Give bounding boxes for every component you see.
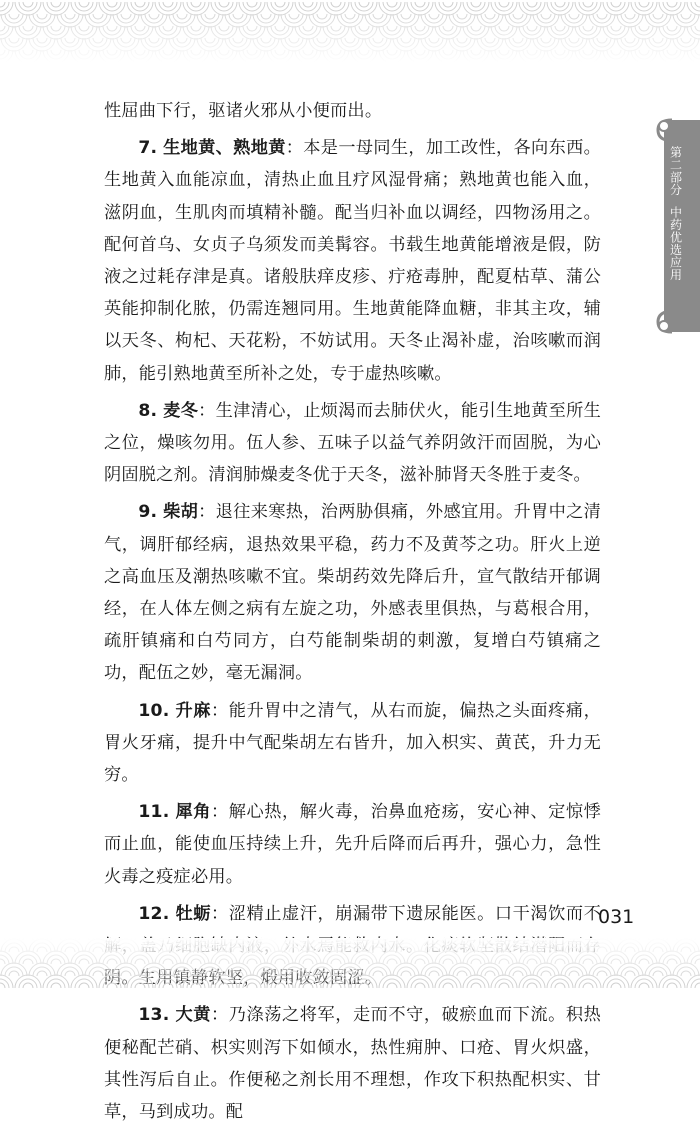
entry-number: 9. <box>138 502 158 523</box>
entry-text: ：能升胃中之清气，从右而旋，偏热之头面疼痛，胃火牙痛，提升中气配柴胡左右皆升，加入枳实、黄芪，升力无穷。 <box>104 700 602 786</box>
entry-text: ：乃涤荡之将军，走而不守，破瘀血而下流。积热便秘配芒硝、枳实则泻下如倾水，热性痈肿、口疮、胃火炽盛，其性泻后自止。作便秘之剂长用不理想，作攻下积热配枳实、甘草，马到成功。配 <box>104 1005 602 1123</box>
entry-number: 12. <box>138 903 170 924</box>
herb-name: 牡蛎 <box>175 903 211 924</box>
entry-dahuang <box>104 999 601 1128</box>
entry-text: ：生津清心，止烦渴而去肺伏火，能引生地黄至所生之位，燥咳勿用。伍人参、五味子以益气养阴敛汗而固脱，为心阴固脱之剂。清润肺燥麦冬优于天冬，滋补肺肾天冬胜于麦冬。 <box>104 400 601 486</box>
herb-name: 升麻 <box>175 700 211 721</box>
entry-text: ：退往来寒热，治两胁俱痛，外感宜用。升胃中之清气，调肝郁经病，退热效果平稳，药力不及黄芩之功。肝火上逆之高血压及潮热咳嗽不宜。柴胡药效先降后升，宣气散结开郁调经，在人体左侧之病有左旋之功，外感表里俱热，与葛根合用，疏肝镇痛和白芍同方，白芍能制柴胡的刺激，复增白芍镇痛之功，配伍之妙，毫无漏洞。 <box>104 502 601 684</box>
page-number: 031 <box>598 906 635 928</box>
entry-shengdihuang <box>104 132 601 390</box>
entry-xijiao <box>104 796 601 893</box>
entry-maidong <box>104 395 601 492</box>
entry-number: 8. <box>138 400 158 421</box>
side-tab-text <box>652 146 700 306</box>
entry-text: ：本是一母同生，加工改性，各向东西。生地黄入血能凉血，清热止血且疗风湿骨痛；熟地黄也能入血，滋阴血，生肌肉而填精补髓。配当归补血以调经，四物汤用之。配何首乌、女贞子乌须发而美髯容。书载生地黄能增液是假，防液之过耗存津是真。诸般肤痒皮疹、疔疮毒肿，配夏枯草、蒲公英能抑制化脓，仍需连翘同用。生地黄能降血糖，非其主攻，辅以天冬、枸杞、天花粉，不妨试用。天冬止渴补虚，治咳嗽而润肺，能引熟地黄至所补之处，专于虚热咳嗽。 <box>104 138 602 384</box>
continuation-paragraph: 性屈曲下行，驱诸火邪从小便而出。 <box>104 101 383 121</box>
herb-name: 麦冬 <box>163 400 199 421</box>
entry-number: 11. <box>138 802 170 823</box>
entry-chaihu <box>104 496 601 689</box>
bottom-wave-decoration <box>0 938 700 990</box>
entry-number: 7. <box>138 138 158 159</box>
entry-text: ：涩精止虚汗，崩漏带下遗尿能医。口干渴饮而不 <box>210 903 602 924</box>
top-wave-decoration <box>0 0 700 62</box>
entry-number: 10. <box>138 700 170 721</box>
herb-name: 柴胡 <box>163 502 199 523</box>
herb-name: 大黄 <box>175 1005 211 1026</box>
herb-name: 生地黄、熟地黄 <box>163 138 286 159</box>
chapter-side-tab <box>652 118 700 334</box>
entry-text: ：解心热，解火毒，治鼻血疮疡，安心神、定惊悸而止血，能使血压持续上升，先升后降而后再升，强心力，急性火毒之疫症必用。 <box>104 802 602 887</box>
side-tab-part: 第二部分 <box>668 146 683 196</box>
entry-shengma <box>104 695 601 792</box>
wave-fade <box>0 0 700 62</box>
side-tab-section: 中药优选应用 <box>668 206 683 281</box>
wave-fade <box>0 938 700 990</box>
entry-number: 13. <box>138 1005 170 1026</box>
herb-name: 犀角 <box>175 802 211 823</box>
